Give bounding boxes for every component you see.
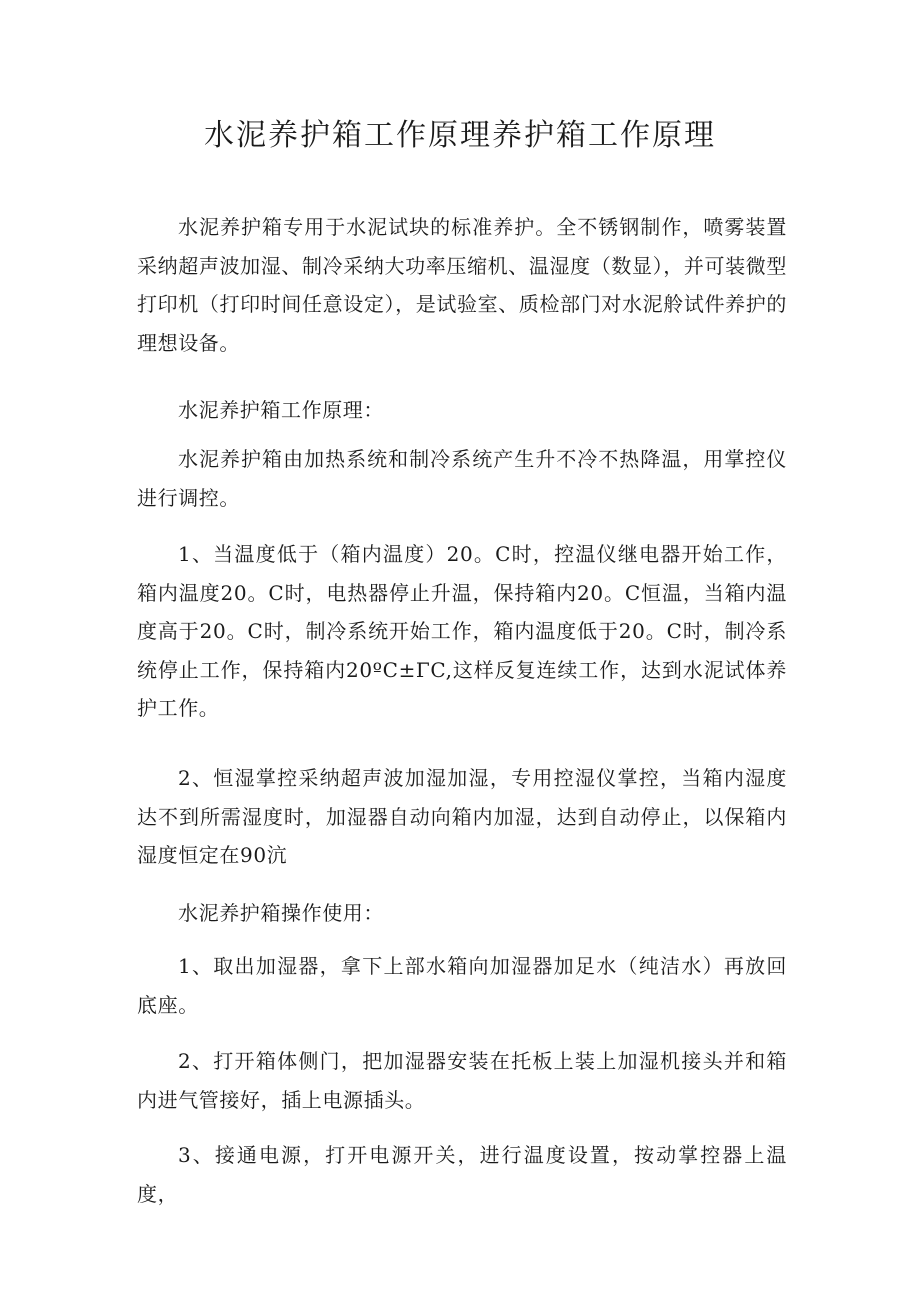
paragraph-principle-overview: 水泥养护箱由加热系统和制冷系统产生升不冷不热降温，用掌控仪进行调控。 — [137, 447, 787, 510]
paragraph-temperature-control: 1、当温度低于（箱内温度）20。C时，控温仪继电器开始工作，箱内温度20。C时，电热器停止升温，保持箱内20。C恒温，当箱内温度高于20。C时，制冷系统开始工作，箱内温度低于20。C时，制冷系统停止工作，保持箱内20ºC±ΓC,这样反复连续工作，达到水泥试体养护工作。 — [137, 542, 787, 720]
document-title: 水泥养护箱工作原理养护箱工作原理 — [204, 118, 716, 153]
heading-operation: 水泥养护箱操作使用： — [178, 901, 384, 925]
paragraph-step-3: 3、接通电源，打开电源开关，进行温度设置，按动掌控器上温度， — [137, 1143, 787, 1206]
paragraph-step-2: 2、打开箱体侧门，把加湿器安装在托板上装上加湿机接头并和箱内进气管接好，插上电源插头。 — [137, 1049, 787, 1112]
paragraph-intro: 水泥养护箱专用于水泥试块的标准养护。全不锈钢制作，喷雾装置采纳超声波加湿、制冷采纳大功率压缩机、温湿度（数显），并可装微型打印机（打印时间任意设定），是试验室、质检部门对水泥舲试件养护的理想设备。 — [137, 215, 787, 355]
paragraph-step-1: 1、取出加湿器，拿下上部水箱向加湿器加足水（纯洁水）再放回底座。 — [137, 954, 787, 1017]
heading-working-principle: 水泥养护箱工作原理： — [178, 398, 384, 422]
paragraph-humidity-control: 2、恒湿掌控采纳超声波加湿加湿，专用控湿仪掌控，当箱内湿度达不到所需湿度时，加湿器自动向箱内加湿，达到自动停止，以保箱内湿度恒定在90沆 — [137, 766, 787, 867]
